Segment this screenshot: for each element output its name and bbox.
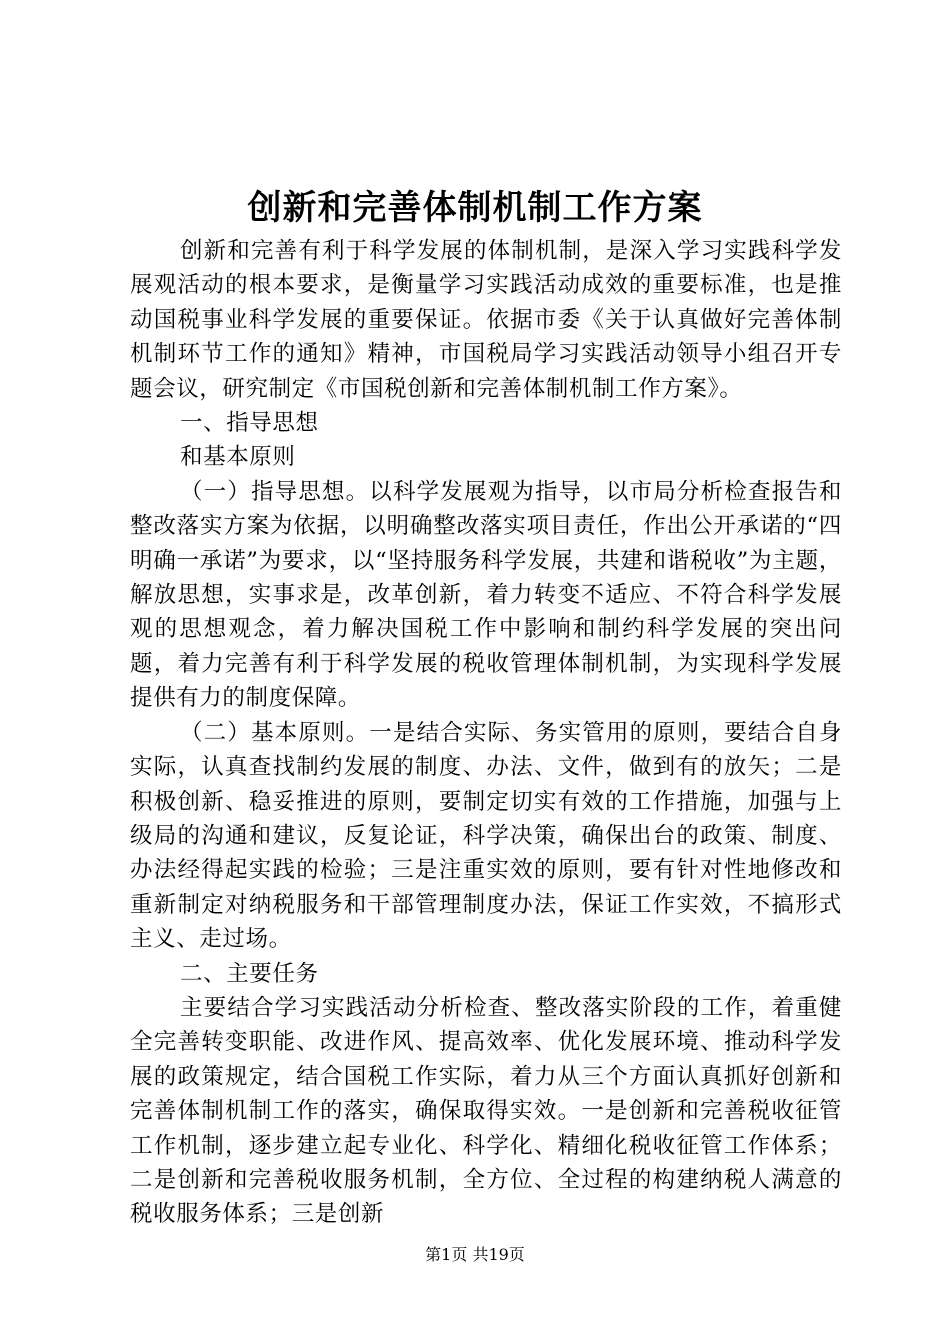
heading-main-tasks: 二、主要任务 — [180, 960, 319, 987]
heading-basic-principles: 和基本原则 — [180, 444, 296, 471]
document-title: 创新和完善体制机制工作方案 — [247, 188, 703, 228]
paragraph-basic-principles: （二）基本原则。一是结合实际、务实管用的原则，要结合自身实际，认真查找制约发展的制度、办法、文件，做到有的放矢；二是积极创新、稳妥推进的原则，要制定切实有效的工作措施，加强与上级局的沟通和建议，反复论证，科学决策，确保出台的政策、制度、办法经得起实践的检验；三是注重实效的原则，要有针对性地修改和重新制定对纳税服务和干部管理制度办法，保证工作实效，不搞形式主义、走过场。 — [130, 719, 842, 953]
heading-guiding-ideology: 一、指导思想 — [180, 410, 319, 437]
document-body — [130, 234, 842, 1232]
paragraph-main-tasks: 主要结合学习实践活动分析检查、整改落实阶段的工作，着重健全完善转变职能、改进作风、提高效率、优化发展环境、推动科学发展的政策规定，结合国税工作实际，着力从三个方面认真抓好创新和完善体制机制工作的落实，确保取得实效。一是创新和完善税收征管工作机制，逐步建立起专业化、科学化、精细化税收征管工作体系；二是创新和完善税收服务机制，全方位、全过程的构建纳税人满意的税收服务体系；三是创新 — [130, 994, 842, 1228]
page-number-footer: 第1页 共19页 — [425, 1245, 525, 1264]
paragraph-guiding-ideology: （一）指导思想。以科学发展观为指导，以市局分析检查报告和整改落实方案为依据，以明确整改落实项目责任，作出公开承诺的“四明确一承诺”为要求，以“坚持服务科学发展，共建和谐税收”为主题，解放思想，实事求是，改革创新，着力转变不适应、不符合科学发展观的思想观念，着力解决国税工作中影响和制约科学发展的突出问题，着力完善有利于科学发展的税收管理体制机制，为实现科学发展提供有力的制度保障。 — [130, 478, 842, 712]
paragraph-intro: 创新和完善有利于科学发展的体制机制，是深入学习实践科学发展观活动的根本要求，是衡量学习实践活动成效的重要标准，也是推动国税事业科学发展的重要保证。依据市委《关于认真做好完善体制机制环节工作的通知》精神，市国税局学习实践活动领导小组召开专题会议，研究制定《市国税创新和完善体制机制工作方案》。 — [130, 238, 842, 402]
